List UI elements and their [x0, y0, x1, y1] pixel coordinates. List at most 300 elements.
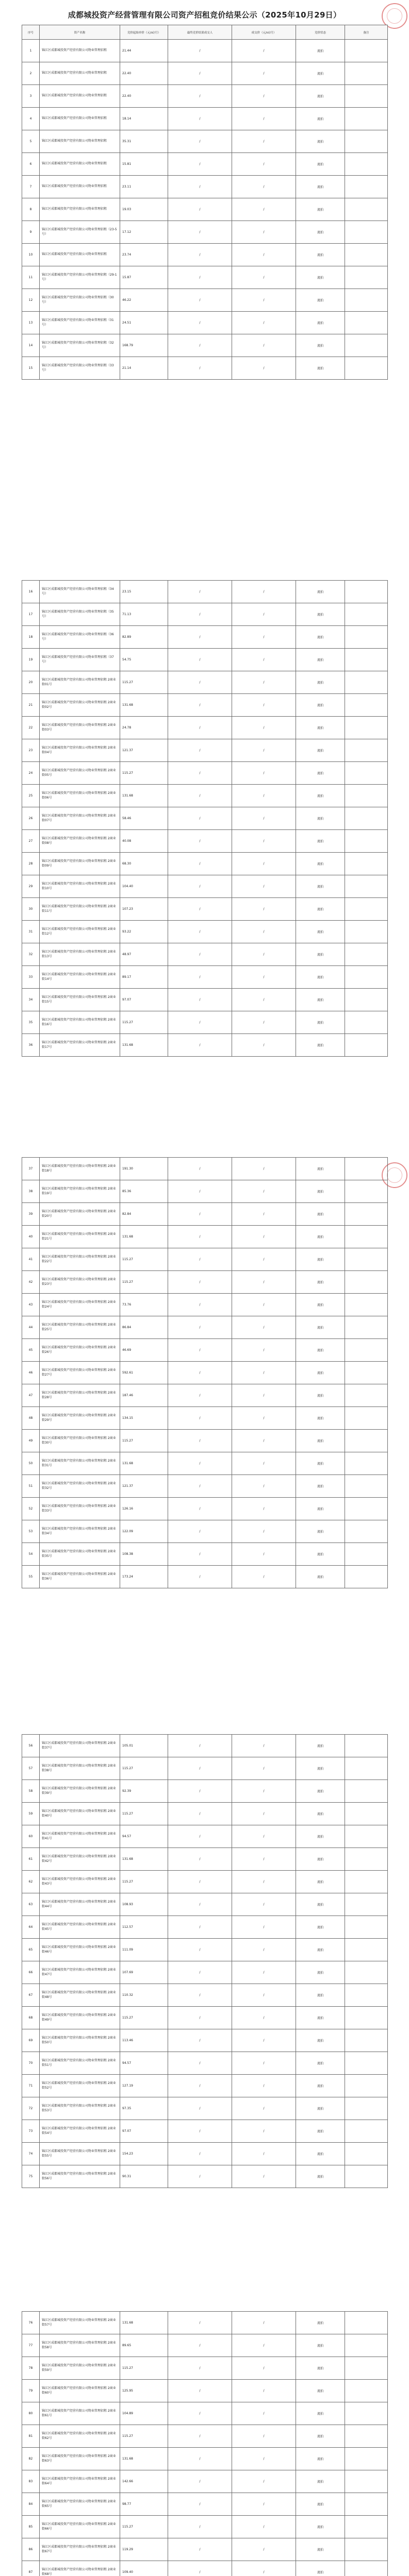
table-row — [22, 1566, 388, 1588]
start-price: 142.66 — [120, 2470, 168, 2493]
remark — [345, 694, 388, 717]
row-number: 61 — [22, 1848, 40, 1871]
table-row — [22, 1034, 388, 1057]
asset-name: 锦江区成都城投资产经营有限公司物业管理招租 — [40, 244, 120, 266]
final-price: / — [232, 1011, 296, 1034]
asset-name: 锦江区成都城投资产经营有限公司物业管理招租 2商业街37号 — [40, 1735, 120, 1757]
bid-status: 流拍 — [296, 2380, 345, 2402]
remark — [345, 626, 388, 649]
start-price: 131.68 — [120, 2312, 168, 2334]
asset-name: 锦江区成都城投资产经营有限公司物业管理招租 2商业街47号 — [40, 1961, 120, 1984]
winning-bidder: / — [168, 198, 232, 221]
asset-name: 锦江区成都城投资产经营有限公司物业管理招租 2商业街50号 — [40, 2029, 120, 2052]
start-price: 131.68 — [120, 1034, 168, 1057]
final-price: / — [232, 649, 296, 671]
table-row — [22, 1384, 388, 1407]
table-row — [22, 717, 388, 739]
remark — [345, 1430, 388, 1452]
table-row — [22, 785, 388, 807]
final-price: / — [232, 2538, 296, 2561]
row-number: 7 — [22, 176, 40, 198]
start-price: 15.81 — [120, 153, 168, 176]
asset-name: 锦江区成都城投资产经营有限公司物业管理招租 2商业街21号 — [40, 1226, 120, 1248]
remark — [345, 357, 388, 380]
row-number: 47 — [22, 1384, 40, 1407]
remark — [345, 1757, 388, 1780]
final-price: / — [232, 2357, 296, 2380]
row-number: 13 — [22, 312, 40, 334]
bid-status: 流拍 — [296, 1825, 345, 1848]
final-price: / — [232, 2029, 296, 2052]
start-price: 24.51 — [120, 312, 168, 334]
remark — [345, 943, 388, 966]
winning-bidder: / — [168, 85, 232, 108]
remark — [345, 1226, 388, 1248]
bid-status: 流拍 — [296, 1803, 345, 1825]
remark — [345, 717, 388, 739]
final-price: / — [232, 717, 296, 739]
row-number: 73 — [22, 2120, 40, 2143]
winning-bidder: / — [168, 853, 232, 875]
winning-bidder: / — [168, 1407, 232, 1430]
start-price: 97.07 — [120, 2120, 168, 2143]
final-price: / — [232, 966, 296, 989]
start-price: 115.27 — [120, 1871, 168, 1893]
start-price: 15.87 — [120, 266, 168, 289]
bid-status: 流拍 — [296, 1226, 345, 1248]
table-row — [22, 649, 388, 671]
table-row — [22, 198, 388, 221]
winning-bidder: / — [168, 1939, 232, 1961]
start-price: 93.22 — [120, 921, 168, 943]
bid-status: 流拍 — [296, 2538, 345, 2561]
winning-bidder: / — [168, 1158, 232, 1180]
asset-name: 锦江区成都城投资产经营有限公司物业管理招租（37号） — [40, 649, 120, 671]
asset-name: 锦江区成都城投资产经营有限公司物业管理招租 2商业街52号 — [40, 2075, 120, 2097]
asset-name: 锦江区成都城投资产经营有限公司物业管理招租 2商业街05号 — [40, 762, 120, 785]
start-price: 134.15 — [120, 1407, 168, 1430]
remark — [345, 1452, 388, 1475]
remark — [345, 1735, 388, 1757]
bid-status: 流拍 — [296, 40, 345, 62]
final-price: / — [232, 1475, 296, 1498]
table-row — [22, 807, 388, 830]
start-price: 131.68 — [120, 1452, 168, 1475]
final-price: / — [232, 2380, 296, 2402]
winning-bidder: / — [168, 1916, 232, 1939]
table-row — [22, 2007, 388, 2029]
start-price: 109.40 — [120, 2561, 168, 2576]
remark — [345, 2143, 388, 2165]
winning-bidder: / — [168, 1520, 232, 1543]
asset-name: 锦江区成都城投资产经营有限公司物业管理招租 2商业街01号 — [40, 671, 120, 694]
start-price: 113.46 — [120, 2029, 168, 2052]
bid-status: 流拍 — [296, 1543, 345, 1566]
remark — [345, 2538, 388, 2561]
table-row — [22, 1452, 388, 1475]
bid-status: 流拍 — [296, 694, 345, 717]
remark — [345, 2516, 388, 2538]
bid-status: 流拍 — [296, 1961, 345, 1984]
row-number: 80 — [22, 2402, 40, 2425]
start-price: 73.76 — [120, 1294, 168, 1316]
bid-status: 流拍 — [296, 875, 345, 898]
table-row — [22, 603, 388, 626]
final-price: / — [232, 2007, 296, 2029]
bid-status: 流拍 — [296, 153, 345, 176]
winning-bidder: / — [168, 1735, 232, 1757]
start-price: 592.61 — [120, 1362, 168, 1384]
remark — [345, 739, 388, 762]
table-row — [22, 108, 388, 130]
winning-bidder: / — [168, 1203, 232, 1226]
bid-status: 流拍 — [296, 198, 345, 221]
remark — [345, 85, 388, 108]
table-row — [22, 898, 388, 921]
table-row — [22, 1871, 388, 1893]
asset-name: 锦江区成都城投资产经营有限公司物业管理招租 2商业街64号 — [40, 2470, 120, 2493]
row-number: 14 — [22, 334, 40, 357]
winning-bidder: / — [168, 626, 232, 649]
final-price: / — [232, 334, 296, 357]
results-table-page-4 — [22, 1734, 387, 2188]
start-price: 108.38 — [120, 1543, 168, 1566]
asset-name: 锦江区成都城投资产经营有限公司物业管理招租 2商业街17号 — [40, 1034, 120, 1057]
final-price: / — [232, 312, 296, 334]
winning-bidder: / — [168, 2312, 232, 2334]
table-row — [22, 1271, 388, 1294]
bid-status: 流拍 — [296, 671, 345, 694]
row-number: 54 — [22, 1543, 40, 1566]
winning-bidder: / — [168, 1780, 232, 1803]
asset-name: 锦江区成都城投资产经营有限公司物业管理招租 2商业街56号 — [40, 2165, 120, 2188]
table-row — [22, 1203, 388, 1226]
start-price: 23.11 — [120, 176, 168, 198]
asset-name: 锦江区成都城投资产经营有限公司物业管理招租 2商业街45号 — [40, 1916, 120, 1939]
row-number: 3 — [22, 85, 40, 108]
winning-bidder: / — [168, 40, 232, 62]
start-price: 115.27 — [120, 2357, 168, 2380]
table-row — [22, 1893, 388, 1916]
asset-name: 锦江区成都城投资产经营有限公司物业管理招租（29-1号） — [40, 266, 120, 289]
bid-status: 流拍 — [296, 1871, 345, 1893]
bid-status: 流拍 — [296, 1430, 345, 1452]
remark — [345, 2402, 388, 2425]
remark — [345, 1780, 388, 1803]
winning-bidder: / — [168, 2007, 232, 2029]
table-row — [22, 1180, 388, 1203]
start-price: 94.57 — [120, 1825, 168, 1848]
row-number: 22 — [22, 717, 40, 739]
winning-bidder: / — [168, 739, 232, 762]
winning-bidder: / — [168, 581, 232, 603]
row-number: 38 — [22, 1180, 40, 1203]
row-number: 56 — [22, 1735, 40, 1757]
final-price: / — [232, 40, 296, 62]
asset-name: 锦江区成都城投资产经营有限公司物业管理招租 2商业街31号 — [40, 1452, 120, 1475]
start-price: 89.65 — [120, 2334, 168, 2357]
bid-status: 流拍 — [296, 244, 345, 266]
table-row — [22, 244, 388, 266]
table-row — [22, 2029, 388, 2052]
table-row — [22, 1498, 388, 1520]
final-price: / — [232, 1339, 296, 1362]
bid-status: 流拍 — [296, 1780, 345, 1803]
remark — [345, 266, 388, 289]
final-price: / — [232, 898, 296, 921]
final-price: / — [232, 739, 296, 762]
winning-bidder: / — [168, 807, 232, 830]
row-number: 79 — [22, 2380, 40, 2402]
row-number: 52 — [22, 1498, 40, 1520]
final-price: / — [232, 1498, 296, 1520]
winning-bidder: / — [168, 2470, 232, 2493]
asset-name: 锦江区成都城投资产经营有限公司物业管理招租（32号） — [40, 334, 120, 357]
start-price: 154.23 — [120, 2143, 168, 2165]
table-row — [22, 130, 388, 153]
row-number: 28 — [22, 853, 40, 875]
asset-name: 锦江区成都城投资产经营有限公司物业管理招租 2商业街40号 — [40, 1803, 120, 1825]
table-row — [22, 1158, 388, 1180]
bid-status: 流拍 — [296, 1452, 345, 1475]
results-table-page-1 — [22, 25, 387, 380]
table-row — [22, 2052, 388, 2075]
final-price: / — [232, 1158, 296, 1180]
final-price: / — [232, 1430, 296, 1452]
start-price: 46.69 — [120, 1339, 168, 1362]
winning-bidder: / — [168, 603, 232, 626]
winning-bidder: / — [168, 2493, 232, 2516]
bid-status: 流拍 — [296, 1034, 345, 1057]
bid-status: 流拍 — [296, 1939, 345, 1961]
row-number: 21 — [22, 694, 40, 717]
final-price: / — [232, 357, 296, 380]
winning-bidder: / — [168, 1011, 232, 1034]
start-price: 115.27 — [120, 1271, 168, 1294]
asset-name: 锦江区成都城投资产经营有限公司物业管理招租（33号） — [40, 357, 120, 380]
winning-bidder: / — [168, 989, 232, 1011]
final-price: / — [232, 62, 296, 85]
start-price: 131.68 — [120, 785, 168, 807]
winning-bidder: / — [168, 2448, 232, 2470]
asset-name: 锦江区成都城投资产经营有限公司物业管理招租 — [40, 198, 120, 221]
row-number: 76 — [22, 2312, 40, 2334]
winning-bidder: / — [168, 1294, 232, 1316]
winning-bidder: / — [168, 1825, 232, 1848]
final-price: / — [232, 807, 296, 830]
winning-bidder: / — [168, 312, 232, 334]
winning-bidder: / — [168, 1803, 232, 1825]
winning-bidder: / — [168, 1871, 232, 1893]
row-number: 19 — [22, 649, 40, 671]
asset-name: 锦江区成都城投资产经营有限公司物业管理招租 2商业街66号 — [40, 2516, 120, 2538]
table-row — [22, 694, 388, 717]
start-price: 115.27 — [120, 1248, 168, 1271]
row-number: 10 — [22, 244, 40, 266]
row-number: 71 — [22, 2075, 40, 2097]
table-row — [22, 176, 388, 198]
table-row — [22, 1430, 388, 1452]
bid-status: 流拍 — [296, 1916, 345, 1939]
table-row — [22, 1339, 388, 1362]
bid-status: 流拍 — [296, 176, 345, 198]
table-row — [22, 1520, 388, 1543]
results-table — [22, 25, 388, 380]
winning-bidder: / — [168, 649, 232, 671]
table-row — [22, 1543, 388, 1566]
final-price: / — [232, 1543, 296, 1566]
start-price: 21.44 — [120, 40, 168, 62]
start-price: 105.01 — [120, 1735, 168, 1757]
row-number: 82 — [22, 2448, 40, 2470]
row-number: 42 — [22, 1271, 40, 1294]
row-number: 27 — [22, 830, 40, 853]
asset-name: 锦江区成都城投资产经营有限公司物业管理招租 2商业街65号 — [40, 2493, 120, 2516]
winning-bidder: / — [168, 966, 232, 989]
winning-bidder: / — [168, 943, 232, 966]
final-price: / — [232, 989, 296, 1011]
final-price: / — [232, 1203, 296, 1226]
start-price: 21.14 — [120, 357, 168, 380]
asset-name: 锦江区成都城投资产经营有限公司物业管理招租 2商业街62号 — [40, 2425, 120, 2448]
winning-bidder: / — [168, 108, 232, 130]
bid-status: 流拍 — [296, 85, 345, 108]
table-row — [22, 1735, 388, 1757]
final-price: / — [232, 1566, 296, 1588]
table-row — [22, 2470, 388, 2493]
final-price: / — [232, 198, 296, 221]
winning-bidder: / — [168, 1498, 232, 1520]
row-number: 74 — [22, 2143, 40, 2165]
row-number: 49 — [22, 1430, 40, 1452]
row-number: 51 — [22, 1475, 40, 1498]
winning-bidder: / — [168, 785, 232, 807]
start-price: 92.39 — [120, 1780, 168, 1803]
row-number: 6 — [22, 153, 40, 176]
row-number: 55 — [22, 1566, 40, 1588]
row-number: 65 — [22, 1939, 40, 1961]
start-price: 54.75 — [120, 649, 168, 671]
table-row — [22, 1407, 388, 1430]
remark — [345, 1180, 388, 1203]
table-row — [22, 966, 388, 989]
remark — [345, 130, 388, 153]
asset-name: 锦江区成都城投资产经营有限公司物业管理招租 2商业街36号 — [40, 1566, 120, 1588]
asset-name: 锦江区成都城投资产经营有限公司物业管理招租 — [40, 40, 120, 62]
remark — [345, 875, 388, 898]
table-row — [22, 626, 388, 649]
bid-status: 流拍 — [296, 2075, 345, 2097]
row-number: 78 — [22, 2357, 40, 2380]
row-number: 58 — [22, 1780, 40, 1803]
remark — [345, 1893, 388, 1916]
remark — [345, 1158, 388, 1180]
table-row — [22, 2448, 388, 2470]
row-number: 69 — [22, 2029, 40, 2052]
final-price: / — [232, 1294, 296, 1316]
asset-name: 锦江区成都城投资产经营有限公司物业管理招租 2商业街30号 — [40, 1430, 120, 1452]
bid-status: 流拍 — [296, 739, 345, 762]
start-price: 18.14 — [120, 108, 168, 130]
start-price: 191.30 — [120, 1158, 168, 1180]
row-number: 85 — [22, 2516, 40, 2538]
column-header: 竞价状态 — [296, 25, 345, 40]
row-number: 16 — [22, 581, 40, 603]
start-price: 115.27 — [120, 2516, 168, 2538]
row-number: 12 — [22, 289, 40, 312]
start-price: 48.97 — [120, 943, 168, 966]
row-number: 84 — [22, 2493, 40, 2516]
remark — [345, 581, 388, 603]
bid-status: 流拍 — [296, 1384, 345, 1407]
table-row — [22, 581, 388, 603]
row-number: 35 — [22, 1011, 40, 1034]
bid-status: 流拍 — [296, 1158, 345, 1180]
remark — [345, 1271, 388, 1294]
bid-status: 流拍 — [296, 943, 345, 966]
table-row — [22, 2538, 388, 2561]
remark — [345, 1939, 388, 1961]
winning-bidder: / — [168, 1384, 232, 1407]
remark — [345, 2334, 388, 2357]
table-row — [22, 2357, 388, 2380]
remark — [345, 898, 388, 921]
row-number: 72 — [22, 2097, 40, 2120]
row-number: 18 — [22, 626, 40, 649]
bid-status: 流拍 — [296, 717, 345, 739]
winning-bidder: / — [168, 717, 232, 739]
asset-name: 锦江区成都城投资产经营有限公司物业管理招租 2商业街60号 — [40, 2380, 120, 2402]
start-price: 89.17 — [120, 966, 168, 989]
final-price: / — [232, 830, 296, 853]
start-price: 127.19 — [120, 2075, 168, 2097]
start-price: 98.77 — [120, 2493, 168, 2516]
row-number: 2 — [22, 62, 40, 85]
table-row — [22, 2334, 388, 2357]
asset-name: 锦江区成都城投资产经营有限公司物业管理招租 2商业街63号 — [40, 2448, 120, 2470]
final-price: / — [232, 289, 296, 312]
winning-bidder: / — [168, 1566, 232, 1588]
asset-name: 锦江区成都城投资产经营有限公司物业管理招租 2商业街43号 — [40, 1871, 120, 1893]
winning-bidder: / — [168, 1757, 232, 1780]
start-price: 24.78 — [120, 717, 168, 739]
remark — [345, 221, 388, 244]
remark — [345, 1498, 388, 1520]
bid-status: 流拍 — [296, 2165, 345, 2188]
bid-status: 流拍 — [296, 1520, 345, 1543]
row-number: 43 — [22, 1294, 40, 1316]
row-number: 32 — [22, 943, 40, 966]
remark — [345, 2493, 388, 2516]
remark — [345, 603, 388, 626]
final-price: / — [232, 943, 296, 966]
remark — [345, 1384, 388, 1407]
start-price: 173.24 — [120, 1566, 168, 1588]
winning-bidder: / — [168, 2357, 232, 2380]
start-price: 115.27 — [120, 1803, 168, 1825]
final-price: / — [232, 785, 296, 807]
final-price: / — [232, 2334, 296, 2357]
winning-bidder: / — [168, 2425, 232, 2448]
start-price: 82.84 — [120, 1203, 168, 1226]
remark — [345, 108, 388, 130]
bid-status: 流拍 — [296, 966, 345, 989]
row-number: 53 — [22, 1520, 40, 1543]
bid-status: 流拍 — [296, 2402, 345, 2425]
final-price: / — [232, 1034, 296, 1057]
bid-status: 流拍 — [296, 762, 345, 785]
remark — [345, 1916, 388, 1939]
